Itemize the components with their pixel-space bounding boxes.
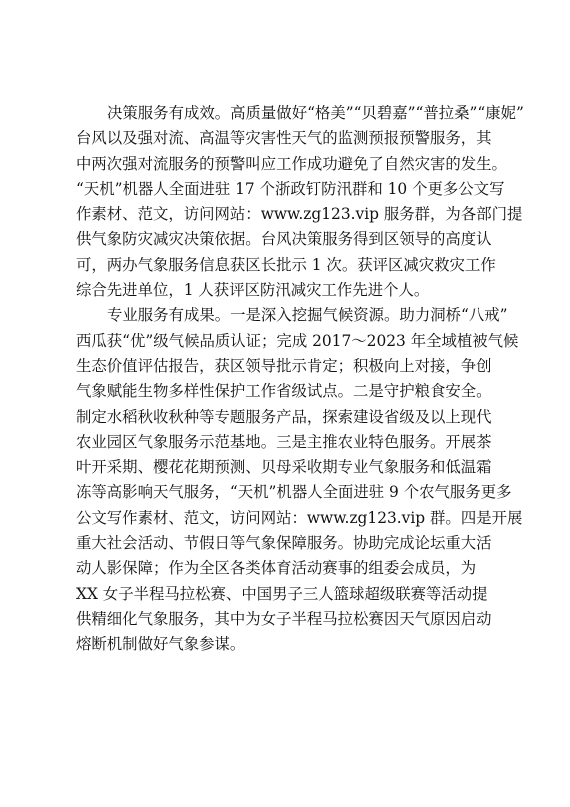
text-line: 专业服务有成果。一是深入挖掘气候资源。助力洞桥“八戒”	[107, 306, 508, 325]
text-line: 制定水稻秋收秋种等专题服务产品，探索建设省级及以上现代	[76, 407, 492, 426]
text-line: 公文写作素材、范文，访问网站：www.zg123.vip 群。四是开展	[76, 508, 523, 527]
text-line: 冻等高影响天气服务，“天机”机器人全面进驻 9 个农气服务更多	[76, 483, 512, 502]
text-line: 作素材、范文，访问网站：www.zg123.vip 服务群，为各部门提	[76, 205, 523, 224]
paragraph-decision-service	[76, 101, 524, 303]
text-line: 中两次强对流服务的预警叫应工作成功避免了自然灾害的发生。	[76, 154, 507, 173]
text-line: 供精细化气象服务，其中为女子半程马拉松赛因天气原因启动	[76, 609, 492, 628]
text-line: XX 女子半程马拉松赛、中国男子三人篮球超级联赛等活动提	[76, 584, 488, 603]
text-line: 气象赋能生物多样性保护工作省级试点。二是守护粮食安全。	[76, 382, 492, 401]
text-line: 叶开采期、樱花花期预测、贝母采收期专业气象服务和低温霜	[76, 458, 492, 477]
document-page	[76, 101, 524, 658]
text-line: 农业园区气象服务示范基地。三是主推农业特色服务。开展茶	[76, 432, 492, 451]
text-line: 供气象防灾减灾决策依据。台风决策服务得到区领导的高度认	[76, 230, 492, 249]
paragraph-professional-service	[76, 303, 523, 657]
text-line: 台风以及强对流、高温等灾害性天气的监测预报预警服务，其	[76, 129, 492, 148]
text-line: 生态价值评估报告，获区领导批示肯定；积极向上对接，争创	[76, 356, 492, 375]
text-line: 动人影保障；作为全区各类体育活动赛事的组委会成员，为	[76, 559, 477, 578]
text-line: 可，两办气象服务信息获区长批示 1 次。获评区减灾救灾工作	[76, 255, 496, 274]
text-line: 重大社会活动、节假日等气象保障服务。协助完成论坛重大活	[76, 534, 492, 553]
text-line: 熔断机制做好气象参谋。	[76, 635, 246, 654]
text-line: “天机”机器人全面进驻 17 个浙政钉防汛群和 10 个更多公文写	[76, 179, 505, 198]
text-line: 西瓜获“优”级气候品质认证；完成 2017～2023 年全域植被气候	[76, 331, 519, 350]
text-line: 决策服务有成效。高质量做好“格美”“贝碧嘉”“普拉桑”“康妮”	[107, 104, 524, 122]
text-line: 综合先进单位，1 人获评区防汛减灾工作先进个人。	[76, 281, 430, 300]
